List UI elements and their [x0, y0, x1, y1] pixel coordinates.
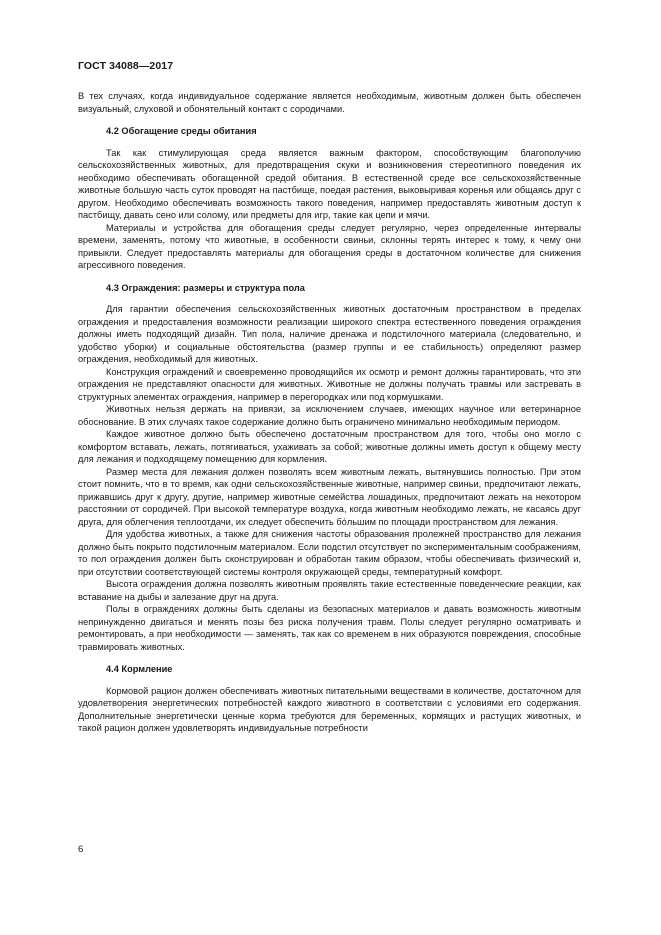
section-4-3-paragraph: Высота ограждения должна позволять животным проявлять такие естественные поведенческие реакции, как вставание на дыбы и залезание друг на друга. — [78, 579, 581, 602]
page-number: 6 — [78, 844, 84, 855]
section-4-3-paragraph: Животных нельзя держать на привязи, за исключением случаев, имеющих научное или ветеринарное обоснование. В этих случаях такое содержание должно быть ограничено минимально необходимым периодом. — [78, 404, 581, 427]
section-4-3-heading: 4.3 Ограждения: размеры и структура пола — [106, 282, 305, 293]
section-4-3-paragraph: Полы в ограждениях должны быть сделаны из безопасных материалов и давать возможность животным непринужденно двигаться и менять позы без риска получения травм. Полы следует регулярно осматривать и ремонтировать, а при необходимости — заменять, так как со временем в них образуются повреждения, способные травмировать животных. — [78, 604, 581, 652]
section-4-4-paragraph: Кормовой рацион должен обеспечивать животных питательными веществами в количестве, достаточном для удовлетворения энергетических потребностей каждого животного в соответствии с условиями его содержания. Дополнительные энергетически ценные корма требуются для беременных, кормящих и растущих животных, и такой рацион должен удовлетворять индивидуальные потребности — [78, 685, 581, 733]
section-4-3-paragraph: Для гарантии обеспечения сельскохозяйственных животных достаточным пространством в пределах ограждения и предоставления возможности реализации широкого спектра естественного поведения ограждения должны иметь подходящий дизайн. Тип пола, наличие дренажа и подстилочного материала (следовательно, и удобство уборки) и социальные обстоятельства (размер группы и ее стабильность) определяют размер ограждения, необходимый для животных. — [78, 304, 581, 364]
section-4-3-paragraph: Для удобства животных, а также для снижения частоты образования пролежней пространство для лежания должно быть покрыто подстилочным материалом. Если подстил отсутствует по экспериментальным соображениям, то пол ограждения должен быть сконструирован и обработан таким образом, чтобы обеспечивать физический и, при отсутствии соответствующей системы контроля окружающей среды, температурный комфорт. — [78, 529, 581, 577]
intro-paragraph: В тех случаях, когда индивидуальное содержание является необходимым, животным должен быть обеспечен визуальный, слуховой и обонятельный контакт с сородичами. — [78, 91, 581, 114]
section-4-2-paragraph: Материалы и устройства для обогащения среды следует регулярно, через определенные интервалы времени, заменять, потому что животные, в особенности свиньи, склонны терять интерес к тому, к чему они привыкли. Следует предоставлять материалы для обогащения среды в достаточном количестве для снижения агрессивного поведения. — [78, 222, 581, 270]
section-4-3-paragraph: Каждое животное должно быть обеспечено достаточным пространством для того, чтобы оно могло с комфортом вставать, лежать, потягиваться, ухаживать за собой; животные должны иметь доступ к общему месту для лежания и подходящему помещению для кормления. — [78, 429, 581, 464]
page-content — [78, 90, 581, 735]
section-4-2-heading: 4.2 Обогащение среды обитания — [106, 126, 257, 136]
section-4-2-paragraph: Так как стимулирующая среда является важным фактором, способствующим благополучию сельскохозяйственных животных, для предотвращения скуки и возникновения стереотипного поведения их необходимо обеспечивать обогащенной средой обитания. В естественной среде все сельскохозяйственные животные большую часть суток проводят на пастбище, поедая растения, выковыривая коренья или общаясь друг с другом. Необходимо обеспечивать возможность такого поведения, например предоставлять животным доступ к пастбищу, давать сено или солому, или предметы для игр, такие как цепи и мячи. — [78, 147, 581, 220]
section-4-3-paragraph: Конструкция ограждений и своевременно проводящийся их осмотр и ремонт должны гарантировать, что эти ограждения не представляют опасности для животных. Животные не должны получать травмы или застревать в структурных элементах ограждения, например в перегородках или под кормушками. — [78, 366, 581, 402]
section-4-3-paragraph: Размер места для лежания должен позволять всем животным лежать, вытянувшись полностью. При этом стоит помнить, что в то время, как одни сельскохозяйственные животные, например свиньи, предпочитают лежать, прижавшись друг к другу, другие, например животные семейства лошадиных, предпочитают лежать на некотором расстоянии от сородичей. При высокой температуре воздуха, когда животным необходимо лежать, не касаясь друг друга, для облегчения теплоотдачи, их следует обеспечить бóльшим по площади пространством для лежания. — [78, 466, 581, 527]
section-4-4-heading: 4.4 Кормление — [106, 664, 173, 674]
standard-header: ГОСТ 34088—2017 — [78, 60, 174, 72]
